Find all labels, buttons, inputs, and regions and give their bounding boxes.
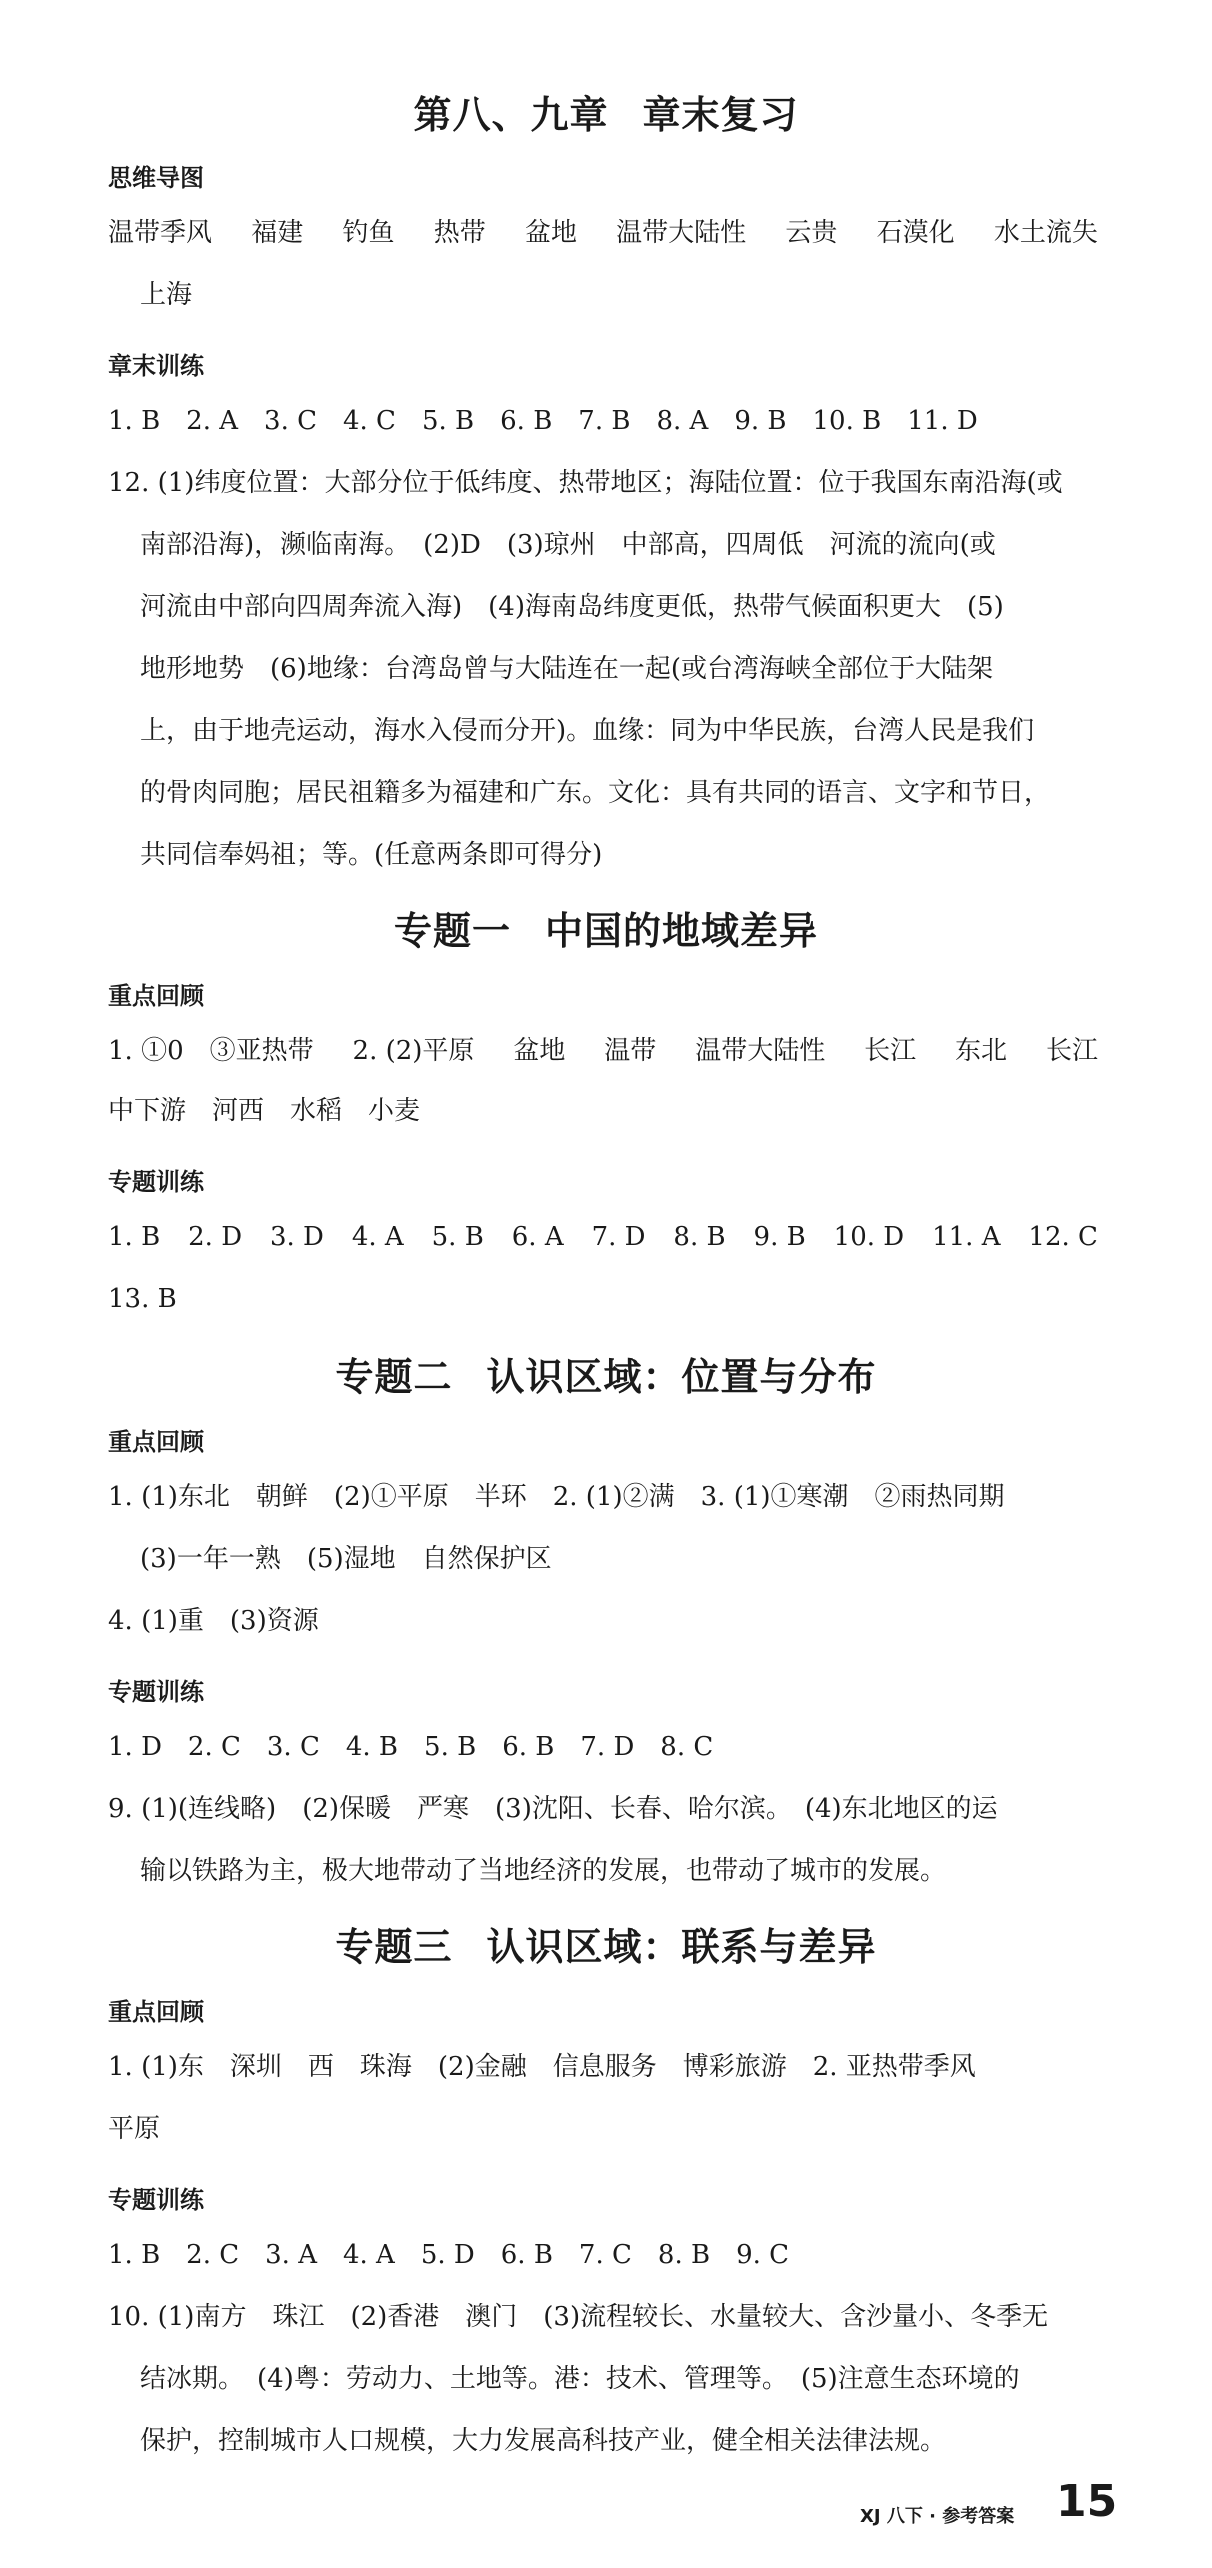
- list-item: 7. D: [591, 1222, 646, 1252]
- list-item: 4. A: [351, 1222, 404, 1252]
- q9-line: 9. (1)(连线略) (2)保暖 严寒 (3)沈阳、长春、哈尔滨。 (4)东北地区的运: [108, 1794, 998, 1824]
- q10-line: 结冰期。 (4)粤：劳动力、土地等。港：技术、管理等。 (5)注意生态环境的: [140, 2364, 1020, 2394]
- q12-line: 12. (1)纬度位置：大部分位于低纬度、热带地区；海陆位置：位于我国东南沿海(或: [108, 468, 1063, 498]
- list-item: 9. B: [753, 1222, 806, 1252]
- subheading-mindmap: 思维导图: [108, 164, 204, 192]
- list-item: 温带大陆性: [616, 218, 747, 248]
- section-title-topic2: 专题二 认识区域：位置与分布: [335, 1355, 877, 1399]
- list-item: 11. A: [932, 1222, 1001, 1252]
- list-item: 石漠化: [876, 218, 955, 248]
- list-item: 2. (2)平原: [352, 1036, 475, 1066]
- subheading-chapter-training: 章末训练: [108, 352, 204, 380]
- list-item: 温带季风: [108, 218, 213, 248]
- section-title-review: 第八、九章 章末复习: [413, 93, 799, 137]
- training-answers: [108, 1224, 1098, 1250]
- review-line: 1. (1)东 深圳 西 珠海 (2)金融 信息服务 博彩旅游 2. 亚热带季风: [108, 2052, 976, 2082]
- q10-line: 10. (1)南方 珠江 (2)香港 澳门 (3)流程较长、水量较大、含沙量小、冬季无: [108, 2302, 1049, 2332]
- list-item: 8. B: [673, 1222, 726, 1252]
- review-line: 4. (1)重 (3)资源: [108, 1606, 319, 1636]
- page-number: 15: [1056, 2476, 1118, 2527]
- list-item: 长江: [864, 1036, 917, 1066]
- training-answers-2: 13. B: [108, 1284, 177, 1314]
- q12-line: 河流由中部向四周奔流入海) (4)海南岛纬度更低，热带气候面积更大 (5): [140, 592, 1004, 622]
- review-line: 平原: [108, 2114, 161, 2144]
- training-answers: 1. B 2. C 3. A 4. A 5. D 6. B 7. C 8. B 9. C: [108, 2240, 790, 2270]
- section-title-topic1: 专题一 中国的地域差异: [393, 909, 819, 953]
- list-item: 云贵: [785, 218, 838, 248]
- q12-line: 地形地势 (6)地缘：台湾岛曾与大陆连在一起(或台湾海峡全部位于大陆架: [140, 654, 993, 684]
- list-item: 10. D: [833, 1222, 905, 1252]
- list-item: 6. A: [511, 1222, 564, 1252]
- answers-1-11: 1. B 2. A 3. C 4. C 5. B 6. B 7. B 8. A 9. B 10. B 11. D: [108, 406, 978, 436]
- q10-line: 保护，控制城市人口规模，大力发展高科技产业，健全相关法律法规。: [140, 2426, 947, 2456]
- review-items: [108, 1038, 1098, 1064]
- list-item: 福建: [251, 218, 304, 248]
- list-item: 1. B: [108, 1222, 161, 1252]
- footer-label: XJ 八下 · 参考答案: [860, 2506, 1015, 2527]
- subheading-topic-training: 专题训练: [108, 1678, 204, 1706]
- q12-line: 南部沿海)，濒临南海。 (2)D (3)琼州 中部高，四周低 河流的流向(或: [140, 530, 996, 560]
- list-item: 水土流失: [993, 218, 1098, 248]
- list-item: 2. D: [188, 1222, 243, 1252]
- list-item: 热带: [433, 218, 486, 248]
- list-item: 温带: [604, 1036, 657, 1066]
- list-item: 温带大陆性: [695, 1036, 826, 1066]
- training-answers: 1. D 2. C 3. C 4. B 5. B 6. B 7. D 8. C: [108, 1732, 714, 1762]
- mindmap-line-2: 上海: [140, 280, 193, 310]
- subheading-key-review: 重点回顾: [108, 1428, 204, 1456]
- q12-line: 共同信奉妈祖；等。(任意两条即可得分): [140, 840, 603, 870]
- q12-line: 上，由于地壳运动，海水入侵而分开)。血缘：同为中华民族，台湾人民是我们: [140, 716, 1035, 746]
- list-item: 盆地: [524, 218, 577, 248]
- review-line-2: 中下游 河西 水稻 小麦: [108, 1096, 421, 1126]
- subheading-key-review: 重点回顾: [108, 1998, 204, 2026]
- review-line: 1. (1)东北 朝鲜 (2)①平原 半环 2. (1)②满 3. (1)①寒潮 ②雨热同期: [108, 1482, 1005, 1512]
- list-item: 盆地: [513, 1036, 566, 1066]
- list-item: 1. ①0 ③亚热带: [108, 1036, 314, 1066]
- section-title-topic3: 专题三 认识区域：联系与差异: [335, 1925, 877, 1969]
- list-item: 长江: [1045, 1036, 1098, 1066]
- q12-line: 的骨肉同胞；居民祖籍多为福建和广东。文化：具有共同的语言、文字和节日，: [140, 778, 1051, 808]
- list-item: 12. C: [1028, 1222, 1098, 1252]
- subheading-topic-training: 专题训练: [108, 1168, 204, 1196]
- list-item: 5. B: [431, 1222, 484, 1252]
- subheading-topic-training: 专题训练: [108, 2186, 204, 2214]
- review-line: (3)一年一熟 (5)湿地 自然保护区: [140, 1544, 552, 1574]
- mindmap-items: [108, 220, 1098, 246]
- q9-line: 输以铁路为主，极大地带动了当地经济的发展，也带动了城市的发展。: [140, 1856, 947, 1886]
- list-item: 东北: [955, 1036, 1008, 1066]
- subheading-key-review: 重点回顾: [108, 982, 204, 1010]
- list-item: 钓鱼: [342, 218, 395, 248]
- list-item: 3. D: [269, 1222, 324, 1252]
